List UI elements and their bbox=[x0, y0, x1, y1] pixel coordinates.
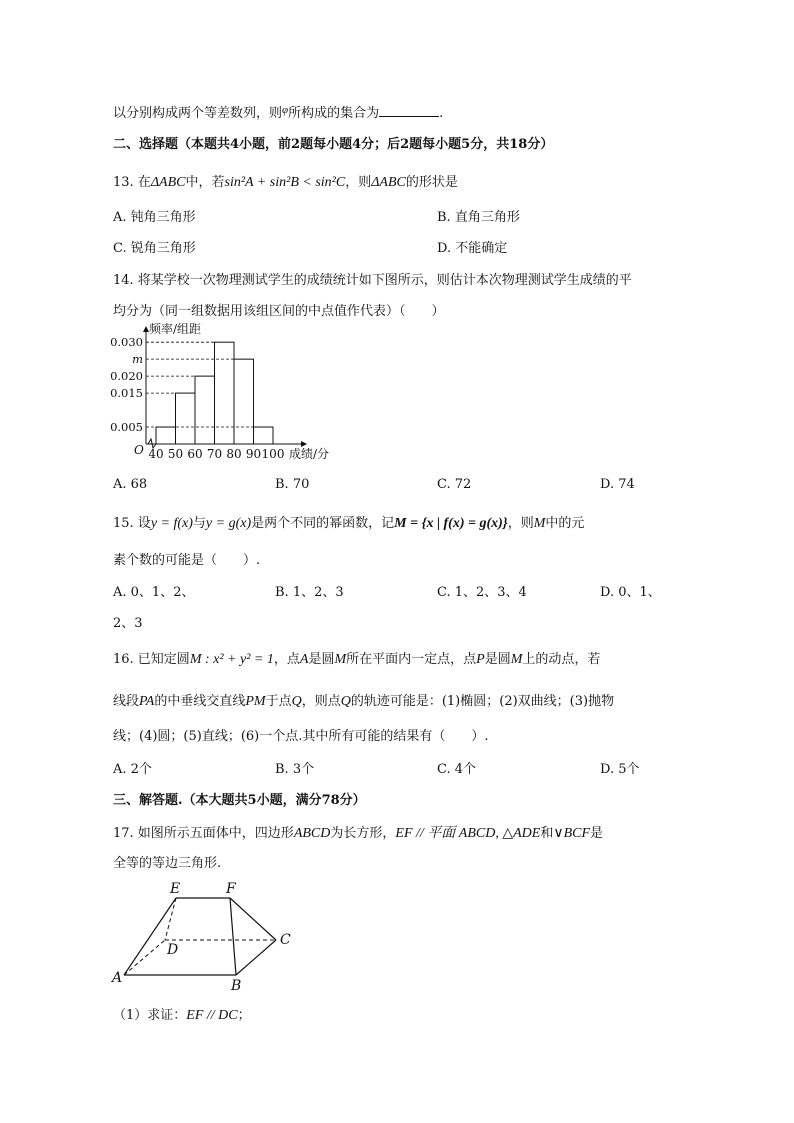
label-b: B bbox=[231, 978, 242, 994]
y-axis-title: 频率/组距 bbox=[149, 322, 202, 336]
bar-60-70 bbox=[195, 376, 215, 444]
label-e: E bbox=[170, 881, 181, 897]
x-tick-label-100: 100 bbox=[261, 447, 285, 461]
q16-line3: 线；(4)圆；(5)直线；(6)一个点.其中所有可能的结果有（ ）. bbox=[113, 729, 489, 744]
q16-option-c[interactable]: C. 4个 bbox=[437, 762, 477, 777]
q14-line1: 14. 将某学校一次物理测试学生的成绩统计如下图所示，则估计本次物理测试学生成绩的平 bbox=[113, 273, 632, 288]
bar-40-50 bbox=[156, 427, 176, 444]
y-tick-label-2: 0.020 bbox=[110, 369, 143, 384]
x-tick-label-50: 50 bbox=[167, 447, 184, 461]
bar-90-100 bbox=[254, 427, 274, 444]
x-tick-label-40: 40 bbox=[148, 447, 164, 461]
q15-line2: 素个数的可能是（ ）. bbox=[113, 553, 261, 568]
q15-option-a[interactable]: A. 0、1、2、 bbox=[113, 585, 195, 600]
edge-bc bbox=[236, 940, 276, 975]
q13-option-d[interactable]: D. 不能确定 bbox=[437, 241, 508, 256]
label-f: F bbox=[226, 881, 236, 897]
q14-option-d[interactable]: D. 74 bbox=[600, 477, 635, 492]
q16-option-b[interactable]: B. 3个 bbox=[275, 762, 315, 777]
bar-50-60 bbox=[176, 393, 196, 444]
label-c: C bbox=[280, 932, 291, 948]
q15-set-m: M = {x | f(x) = g(x)} bbox=[394, 516, 508, 531]
y-tick-label-0: 0.005 bbox=[110, 420, 143, 435]
y-tick-label-4: 0.030 bbox=[110, 335, 143, 350]
q13-option-b[interactable]: B. 直角三角形 bbox=[437, 210, 520, 225]
edge-fb bbox=[230, 898, 236, 975]
q13-formula: sin²A + sin²B < sin²C bbox=[224, 175, 346, 190]
q13-option-c[interactable]: C. 锐角三角形 bbox=[113, 241, 196, 256]
q14-option-c[interactable]: C. 72 bbox=[437, 477, 472, 492]
q14-line2: 均分为（同一组数据用该组区间的中点值作代表）（ ） bbox=[113, 304, 445, 319]
x-tick-label-70: 70 bbox=[206, 447, 223, 461]
bar-70-80 bbox=[215, 342, 235, 444]
intro-line: 以分别构成两个等差数列，则$^\varphi$所构成的集合为 . bbox=[113, 104, 444, 121]
q16-line2: 线段PA的中垂线交直线PM于点Q，则点Q的轨迹可能是：(1)椭圆；(2)双曲线；(3)抛物 bbox=[113, 694, 615, 709]
q15-option-b[interactable]: B. 1、2、3 bbox=[275, 585, 344, 600]
pentahedron-figure bbox=[110, 876, 310, 994]
answer-blank[interactable] bbox=[379, 105, 439, 117]
q16-option-d[interactable]: D. 5个 bbox=[600, 762, 640, 777]
origin-label: O bbox=[134, 443, 144, 457]
label-d: D bbox=[167, 942, 179, 958]
q13-option-a[interactable]: A. 钝角三角形 bbox=[113, 210, 196, 225]
q15-option-d[interactable]: D. 0、1、 bbox=[600, 585, 661, 600]
y-tick-label-1: 0.015 bbox=[110, 386, 143, 401]
x-tick-label-80: 80 bbox=[226, 447, 242, 461]
q14-option-a[interactable]: A. 68 bbox=[113, 477, 148, 492]
q17-condition: EF // 平面 ABCD, △ADE bbox=[395, 826, 541, 841]
q15-option-d-wrap: 2、3 bbox=[113, 616, 143, 631]
histogram-chart bbox=[110, 322, 350, 467]
q14-option-b[interactable]: B. 70 bbox=[275, 477, 310, 492]
q17-line2: 全等的等边三角形. bbox=[113, 856, 222, 871]
x-axis-title: 成绩/分 bbox=[289, 447, 330, 461]
section2-title: 二、选择题（本题共4小题，前2题每小题4分；后2题每小题5分，共18分） bbox=[113, 137, 554, 152]
x-tick-label-90: 90 bbox=[245, 447, 262, 461]
q17-sub1: （1）求证：EF // DC； bbox=[113, 1008, 251, 1023]
q16-circle-eq: M : x² + y² = 1 bbox=[189, 652, 274, 667]
q17-line1: 17. 如图所示五面体中，四边形ABCD为长方形，EF // 平面 ABCD, △ADE和∨BCF是 bbox=[113, 826, 604, 841]
section3-title: 三、解答题.（本大题共5小题，满分78分） bbox=[113, 793, 366, 808]
label-a: A bbox=[112, 970, 123, 986]
edge-ed-hidden bbox=[165, 898, 176, 940]
q13-stem: 13. 在ΔABC中，若sin²A + sin²B < sin²C，则ΔABC的形状是 bbox=[113, 175, 458, 190]
y-tick-label-3: m bbox=[132, 352, 143, 367]
edge-ea bbox=[124, 898, 179, 975]
edge-fc bbox=[230, 898, 276, 940]
q16-option-a[interactable]: A. 2个 bbox=[113, 762, 152, 777]
q15-line1: 15. 设y = f(x)与y = g(x)是两个不同的幂函数，记M = {x | f(x) = g(x)}，则M中的元 bbox=[113, 516, 585, 531]
q15-option-c[interactable]: C. 1、2、3、4 bbox=[437, 585, 527, 600]
bar-80-90 bbox=[234, 359, 254, 444]
phi-symbol: φ bbox=[282, 104, 289, 116]
q16-line1: 16. 已知定圆M : x² + y² = 1，点A是圆M所在平面内一定点，点P是圆M上的动点，若 bbox=[113, 652, 601, 667]
x-tick-label-60: 60 bbox=[187, 447, 203, 461]
